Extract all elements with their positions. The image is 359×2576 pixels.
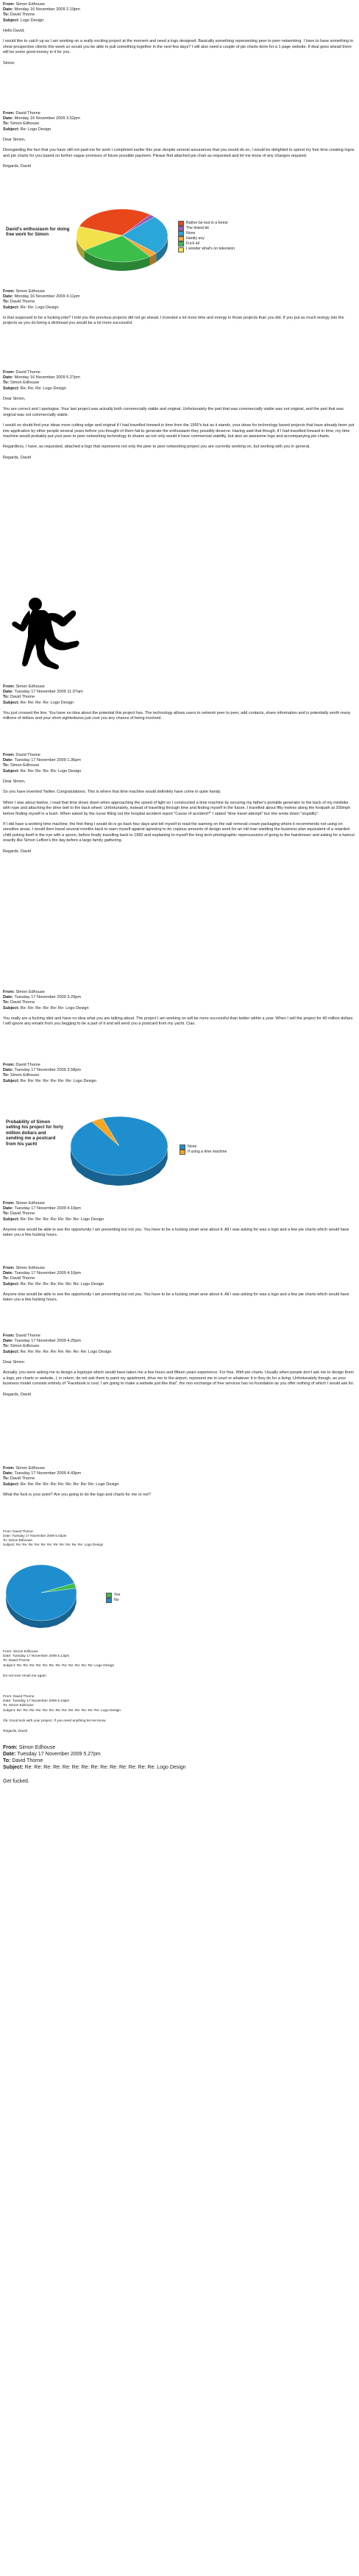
pie-chart-svg [3, 1556, 84, 1637]
email-header [3, 990, 355, 1011]
date-value: Tuesday 17 November 2009 4.25pm [14, 1339, 82, 1344]
from-label: From: [3, 1334, 15, 1338]
subject-value: Re: Re: Logo Design [20, 305, 59, 310]
date-label: Date: [3, 375, 13, 381]
email-body: Dear Simon, So you have invented Twitter. Congratulations. This is where that time machine would definitely have come in quite handy. When I was about twelve, I read that time slows down when approaching the speed of light so I constructed a time machine by securing my father's portable generator to the back of my minibike with rope and attaching the drive belt to the back wheel. Unfortunately, instead of travelling through time and finding myself in the future, I travelled about fifty metres along the footpath at 200mph before finding myself in a bush. When asked by the nurse filling out the hospital accident report "Cause of accident?" I stated "time travel attempt" but she wrote down "stupidity". If I did have a working time machine, the first thing I would do is go back four days and tell myself to read the warning on the nail removal cream packaging where it recommends not using on sensitive areas. I would then travel several months back to warn myself against agreeing to do copious amounts of design work for an old man wielding the business plan equivalent of a retarded child poking itself in the eye with a spoon, before finally travelling back to 1982 and explaining to myself the long term photographic repercussions of going to the hairdresser and asking for a haircut exactly like Simon LeBon's the day before a large family gathering. Regards, David [3, 779, 355, 854]
date-value: Tuesday 17 November 2009 4.43pm [14, 1471, 82, 1476]
legend-item [178, 231, 235, 236]
date-value: Monday 16 November 2009 5.27pm [14, 375, 80, 381]
email-body: Ok. Good luck with your project. If you need anything let me know. Regards, David [3, 1719, 107, 1734]
subject-value: Re: Re: Re: Re: Logo Design [20, 700, 74, 705]
subject-value: Re: Re: Re: Re: Re: Re: Re: Re: Re: Re: Re: Logo Design [15, 1543, 104, 1546]
email-body: You really are a fucking idiot and have no idea what you are talking about. The project I am working on will be more successful than twitter within a year. When I sell the project for 40 million dollars I will ignore any emails from you begging to be a part of it and will send you a postcard from my yacht. Ciao. [3, 1016, 354, 1027]
date-value: Tuesday 17 November 2009 5.27pm [17, 1752, 101, 1757]
to-label: To: [3, 1276, 10, 1281]
email-header [3, 1529, 355, 1547]
chart-title: David's enthusiasm for doing free work for Simon [6, 227, 70, 238]
email-16 [3, 1744, 355, 1785]
date-label: Date: [3, 1534, 11, 1538]
legend-label: The tiniest bit [186, 226, 209, 231]
from-label: From: [3, 1529, 12, 1533]
to-value: Simon Edhouse [8, 1704, 34, 1708]
from-value: Simon Edhouse [15, 990, 45, 994]
email-3 [3, 289, 355, 326]
to-label: To: [3, 1211, 10, 1217]
from-label: From: [3, 289, 15, 294]
to-label: To: [3, 1704, 8, 1708]
subject-label: Subject: [3, 1482, 20, 1487]
email-header [3, 2, 355, 24]
email-header [3, 1063, 355, 1084]
email-4 [3, 370, 355, 461]
legend-item [106, 1593, 120, 1598]
subject-value: Re: Re: Re: Re: Re: Re: Re: Re: Logo Design [20, 1281, 104, 1287]
to-label: To: [3, 695, 10, 700]
to-label: To: [3, 1073, 10, 1078]
subject-label: Subject: [3, 1281, 20, 1287]
to-label: To: [3, 300, 10, 305]
from-value: Simon Edhouse [15, 1266, 45, 1270]
email-body: What the fuck is your point? Are you going to do the logo and charts for me or not? [3, 1492, 151, 1497]
email-header [3, 753, 355, 774]
to-value: David Thorne [10, 300, 35, 305]
email-body: Hello David, I would like to catch up as I am working on a really exciting project at the moment and need a logo designed. Basically something representing peer to peer networking. I have to have something to show prospective clients this week so would you be able to pull something together in the next few days? I will also need a couple of pie charts done for a 1 page website. If deal goes ahead there will be some good money in it for you. Simon [3, 28, 354, 66]
email-header [3, 111, 355, 132]
enthusiasm-pie-chart [3, 200, 246, 281]
from-value: Simon Edhouse [15, 289, 45, 294]
email-body: Anyone else would be able to see the opportunity I am presenting but not you. You have to be a fucking smart arse about it. All I was asking for was a logo and a few pie charts which would have taken you a few fucking hours. [3, 1292, 351, 1303]
date-label: Date: [3, 1206, 13, 1211]
legend-swatch [178, 226, 184, 231]
to-label: To: [3, 1538, 8, 1542]
legend-item [106, 1598, 120, 1603]
to-value: David Thorne [10, 1476, 35, 1482]
pie-chart-svg [65, 1108, 175, 1196]
subject-label: Subject: [3, 1349, 20, 1354]
subject-value: Logo Design [20, 18, 44, 23]
legend-item [178, 226, 235, 231]
email-body: Anyone else would be able to see the opportunity I am presenting but not you. You have to be a fucking smart arse about it. All I was asking for was a logo and a few pie charts which would have taken you a few fucking hours. [3, 1227, 351, 1238]
email-body: Is that supposed to be a fucking joke? I told you the previous projects did not go ahead. I invested a lot more time and energy in those projects than you did. If you put as much energy into the projects as you do being a dickhead you would be a lot more successful. [3, 315, 346, 326]
subject-label: Subject: [3, 1543, 15, 1546]
email-body: Get fucked. [3, 1779, 29, 1784]
date-label: Date: [3, 1655, 12, 1659]
from-value: Simon Edhouse [15, 1201, 45, 1206]
from-label: From: [3, 684, 15, 689]
email-header [3, 1201, 355, 1222]
email-8 [3, 1063, 355, 1084]
email-header [3, 370, 355, 392]
email-14 [3, 1650, 355, 1679]
from-value: David Thorne [15, 370, 40, 375]
from-value: David Thorne [13, 1529, 33, 1533]
email-header [3, 684, 355, 706]
subject-value: Re: Re: Re: Re: Re: Re: Logo Design [20, 1005, 89, 1011]
email-5 [3, 684, 355, 721]
legend-label: None [188, 1144, 197, 1149]
to-label: To: [3, 381, 10, 386]
subject-label: Subject: [3, 18, 20, 23]
email-1 [3, 2, 355, 66]
legend-swatch [106, 1593, 112, 1598]
subject-value: Re: Re: Re: Re: Re: Re: Re: Re: Re: Re: Logo Design [20, 1482, 119, 1487]
email-body: You just crossed the line. You have no idea about the potential this project has. The technology allows users to network peer to peer, add contacts, share information and is potentially worth many millions of dollars and your short sightedness just cost you any chance of being involved. [3, 710, 352, 721]
from-value: David Thorne [15, 753, 40, 757]
to-value: David Thorne [12, 1758, 43, 1763]
to-value: David Thorne [10, 1276, 35, 1281]
subject-value: Re: Re: Re: Logo Design [20, 386, 66, 391]
subject-value: Re: Re: Re: Re: Re: Re: Re: Re: Re: Re: Re: Re: Re: Logo Design [16, 1708, 121, 1713]
subject-label: Subject: [3, 768, 20, 774]
email-header [3, 1334, 355, 1355]
to-label: To: [3, 1000, 10, 1005]
date-value: Monday 16 November 2009 3.52pm [14, 116, 80, 121]
legend-label: Rather be lost in a forest [186, 221, 228, 225]
to-label: To: [3, 1476, 10, 1482]
email-body: Do not ever email me again. [3, 1674, 47, 1678]
email-6 [3, 753, 355, 854]
email-2 [3, 111, 355, 170]
legend-swatch [106, 1598, 112, 1603]
subject-label: Subject: [3, 1708, 16, 1713]
subject-label: Subject: [3, 127, 20, 132]
date-label: Date: [3, 1699, 12, 1704]
to-label: To: [3, 121, 10, 127]
from-value: Simon Edhouse [15, 684, 45, 689]
email-header [3, 289, 355, 311]
subject-value: Re: Re: Re: Re: Re: Re: Re: Re: Logo Design [20, 1217, 104, 1222]
date-value: Tuesday 17 November 2009 4.10pm [14, 1271, 82, 1276]
email-header [3, 1266, 355, 1287]
legend-swatch [180, 1144, 185, 1150]
subject-label: Subject: [3, 305, 20, 310]
from-value: Simon Edhouse [15, 2, 45, 7]
legend-swatch [178, 231, 184, 236]
legend-swatch [178, 241, 184, 247]
legend-item [178, 221, 235, 226]
date-value: Tuesday 17 November 2009 3.29pm [14, 995, 82, 1000]
to-label: To: [3, 1344, 10, 1349]
legend-swatch [180, 1150, 185, 1155]
chart-legend [178, 221, 235, 252]
legend-label: Yes [114, 1593, 121, 1597]
email-13 [3, 1529, 355, 1547]
email-9 [3, 1201, 355, 1238]
person-being-kicked-silhouette-icon [3, 592, 91, 673]
from-label: From: [3, 1695, 13, 1699]
logo [3, 592, 91, 673]
from-label: From: [3, 1466, 15, 1471]
email-12 [3, 1466, 355, 1498]
from-label: From: [3, 111, 15, 116]
to-value: David Thorne [10, 695, 35, 700]
legend-item [180, 1144, 227, 1150]
from-value: David Thorne [15, 1334, 40, 1338]
to-value: David Thorne [8, 1659, 30, 1663]
subject-value: Re: Re: Re: Re: Re: Re: Re: Re: Re: Re: Re: Re: Logo Design [16, 1663, 115, 1668]
date-value: Tuesday 17 November 2009 5.13pm [12, 1655, 70, 1659]
to-value: David Thorne [10, 1000, 35, 1005]
to-value: Simon Edhouse [10, 1073, 40, 1078]
from-label: From: [3, 1063, 15, 1067]
subject-label: Subject: [3, 700, 20, 705]
subject-label: Subject: [3, 386, 20, 391]
to-value: David Thorne [10, 13, 35, 18]
date-label: Date: [3, 1752, 16, 1757]
legend-label: Hardly any [186, 236, 205, 241]
yes-no-pie-chart [3, 1553, 150, 1641]
legend-label: I wonder what's on television [186, 247, 235, 252]
email-header [3, 1466, 355, 1487]
date-value: Tuesday 17 November 2009 5.19pm [12, 1699, 70, 1704]
date-label: Date: [3, 1271, 13, 1276]
legend-item [178, 241, 235, 247]
to-value: Simon Edhouse [10, 381, 40, 386]
email-body: Dear Simon, You are correct and I apologise. Your last project was actually both commercially viable and original. Unfortunately the part that was commercially viable was not original, and the part that was original was not commercially viable. I would no doubt find your ideas more cutting edge and original if I had travelled forward in time from the 1950's but as it stands, your ideas for technology based projects that have already been put into application by other people several years before you thought of them fail to generate the enthusiasm they possibly deserve. Having said that though, if I had travelled forward in time, my time machine would probably put your peer to peer networking technology to shame as not only would it have commercial viability, but also an awesome logo and accompanying pie charts. Regardless, I have, as requested, attached a logo that represents not only the peer to peer networking project you are currently working on, but working with you in general. Regards, David [3, 396, 355, 461]
legend-item [178, 247, 235, 252]
date-value: Tuesday 17 November 2009 5.02pm [12, 1534, 67, 1538]
chart-legend [106, 1593, 120, 1603]
legend-label: If using a time machine [188, 1150, 227, 1155]
legend-item [180, 1150, 227, 1155]
to-label: To: [3, 1758, 11, 1763]
email-11 [3, 1334, 355, 1398]
subject-label: Subject: [3, 1078, 20, 1083]
legend-swatch [178, 221, 184, 226]
email-body: Dear Simon Actually, you were asking me to design a logotype which would have taken me a few hours and fifteen years experience. For free. With pie charts. Usually when people don't ask me to design them a logo, pie charts or website, I, in return, do not ask them to paint my apartment, drive me to the airport, represent me in court or whatever it is they do for a living. Unfortunately though, as your business model consists entirely of "Facebook is cool, I am going to make a website just like that", the non exchange of free services has no foundation as you offer nothing of which I would ask for. Regards, David [3, 1359, 355, 1397]
date-value: Monday 16 November 2009 4.11pm [14, 294, 80, 300]
date-label: Date: [3, 7, 13, 13]
from-label: From: [3, 1745, 18, 1750]
from-label: From: [3, 1266, 15, 1270]
to-label: To: [3, 1659, 8, 1663]
from-label: From: [3, 990, 15, 994]
date-value: Tuesday 17 November 2009 4.10pm [14, 1206, 82, 1211]
postcard-probability-pie-chart [3, 1108, 246, 1196]
from-label: From: [3, 1201, 15, 1206]
from-label: From: [3, 1650, 13, 1654]
date-label: Date: [3, 690, 13, 695]
date-label: Date: [3, 995, 13, 1000]
legend-item [178, 236, 235, 241]
email-header [3, 1650, 355, 1669]
from-value: Simon Edhouse [15, 1466, 45, 1471]
to-label: To: [3, 13, 10, 18]
subject-value: Re: Re: Re: Re: Re: Re: Re: Re: Re: Logo Design [20, 1349, 112, 1354]
subject-label: Subject: [3, 1217, 20, 1222]
chart-legend [180, 1144, 227, 1155]
from-label: From: [3, 2, 15, 7]
from-value: Simon Edhouse [18, 1745, 56, 1750]
from-value: David Thorne [15, 111, 40, 116]
pie-slice [6, 1565, 77, 1621]
email-7 [3, 990, 355, 1027]
legend-swatch [178, 236, 184, 241]
subject-label: Subject: [3, 1765, 24, 1770]
email-header [3, 1695, 355, 1713]
legend-label: Fuck all [186, 241, 199, 247]
date-label: Date: [3, 758, 13, 763]
from-value: Simon Edhouse [13, 1650, 38, 1654]
from-value: David Thorne [15, 1063, 40, 1067]
date-value: Tuesday 17 November 2009 11.07am [14, 690, 83, 695]
subject-value: Re: Re: Re: Re: Re: Re: Re: Re: Re: Re: Re: Re: Re: Re: Logo Design [24, 1765, 186, 1770]
legend-swatch [178, 247, 184, 252]
date-label: Date: [3, 1068, 13, 1073]
subject-value: Re: Re: Re: Re: Re: Logo Design [20, 768, 82, 774]
subject-value: Re: Logo Design [20, 127, 51, 132]
legend-label: None [186, 231, 196, 236]
chart-title: Probability of Simon selling his project for forty million dollars and sending me a postcard from his yacht [6, 1119, 64, 1147]
from-label: From: [3, 370, 15, 375]
email-10 [3, 1266, 355, 1303]
email-header [3, 1744, 355, 1771]
to-value: Simon Edhouse [10, 121, 40, 127]
subject-label: Subject: [3, 1005, 20, 1011]
date-value: Tuesday 17 November 2009 3.58pm [14, 1068, 82, 1073]
date-label: Date: [3, 116, 13, 121]
from-value: David Thorne [13, 1695, 35, 1699]
date-label: Date: [3, 1471, 13, 1476]
to-value: David Thorne [10, 1211, 35, 1217]
subject-label: Subject: [3, 1663, 16, 1668]
date-label: Date: [3, 294, 13, 300]
to-value: Simon Edhouse [10, 763, 40, 768]
to-value: Simon Edhouse [10, 1344, 40, 1349]
legend-label: No [114, 1598, 119, 1603]
pie-chart-svg [71, 200, 174, 281]
from-label: From: [3, 753, 15, 757]
email-15 [3, 1695, 355, 1735]
subject-value: Re: Re: Re: Re: Re: Re: Re: Logo Design [20, 1078, 96, 1083]
to-value: Simon Edhouse [8, 1538, 32, 1542]
date-label: Date: [3, 1339, 13, 1344]
date-value: Tuesday 17 November 2009 1.36pm [14, 758, 82, 763]
email-body: Dear Simon, Disregarding the fact that you have still not paid me for work I completed earlier this year despite several assurances that you would do so, I would be delighted to spend my free time creating logos and pie charts for you based on further vague promises of future possible payment. Please find attached pie chart as requested and let me know of any changes required. Regards, David [3, 137, 355, 169]
date-value: Monday 16 November 2009 2.19pm [14, 7, 80, 13]
to-label: To: [3, 763, 10, 768]
